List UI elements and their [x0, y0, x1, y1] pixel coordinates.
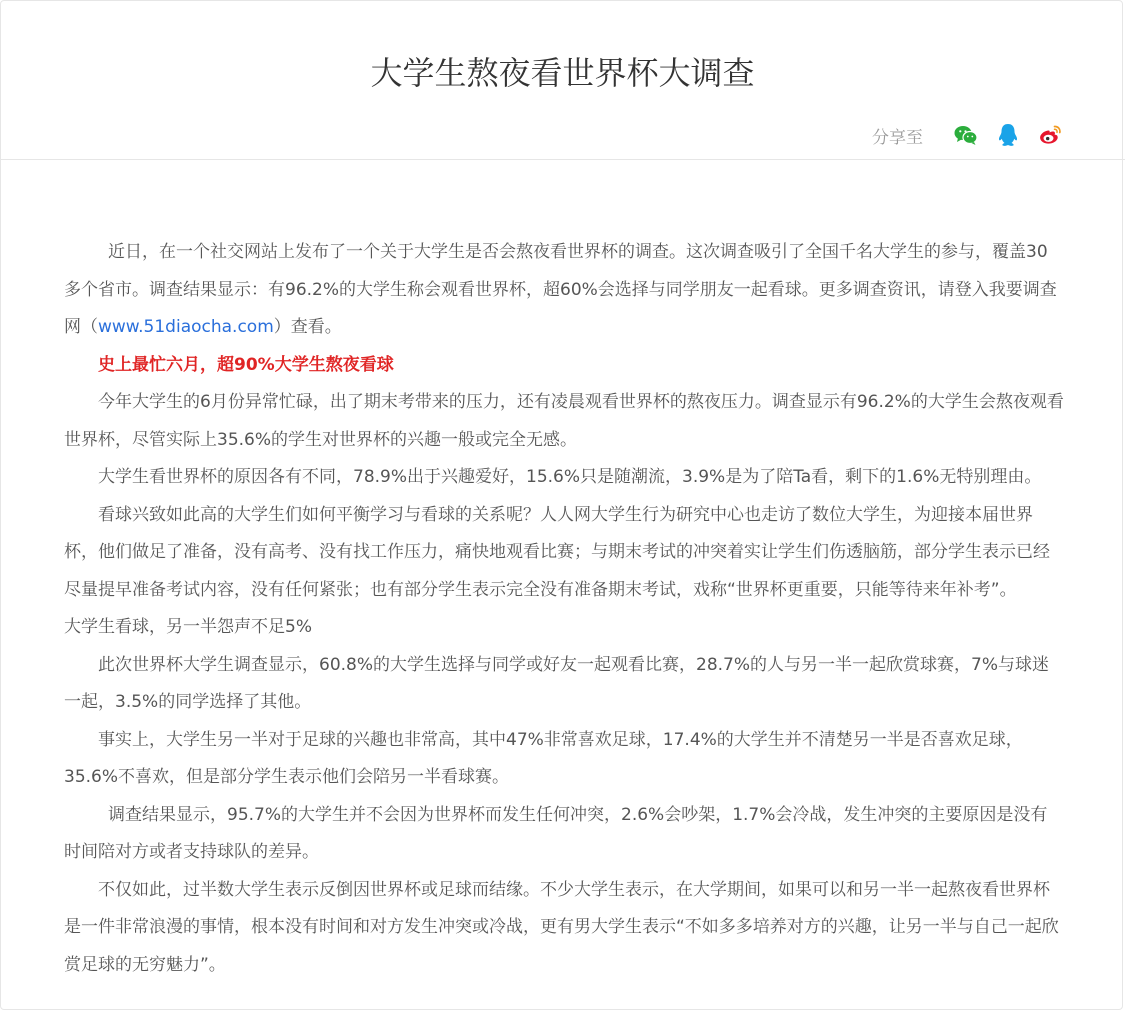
paragraph-text: 近日，在一个社交网站上发布了一个关于大学生是否会熬夜看世界杯的调查。这次调查吸引了全国千名大学生的参与，覆盖30多个省市。调查结果显示：有96.2%的大学生称会观看世界杯，超60%会选择与同学朋友一起看球。更多调查资讯，请登入我要调查网（ [64, 242, 1057, 337]
section-heading: 史上最忙六月，超90%大学生熬夜看球 [98, 354, 394, 375]
section-heading: 大学生看球，另一半怨声不足5% [64, 617, 312, 637]
wechat-icon[interactable] [953, 122, 979, 148]
weibo-icon[interactable] [1037, 122, 1063, 148]
survey-site-link[interactable]: www.51diaocha.com [98, 317, 274, 337]
article-paragraph: 事实上，大学生另一半对于足球的兴趣也非常高，其中47%非常喜欢足球，17.4%的大学生并不清楚另一半是否喜欢足球，35.6%不喜欢，但是部分学生表示他们会陪另一半看球赛。 [64, 729, 1023, 787]
share-label: 分享至 [872, 127, 923, 148]
qq-icon[interactable] [995, 122, 1021, 148]
article-paragraph: 看球兴致如此高的大学生们如何平衡学习与看球的关系呢？人人网大学生行为研究中心也走访了数位大学生，为迎接本届世界杯，他们做足了准备，没有高考、没有找工作压力，痛快地观看比赛；与期末考试的冲突着实让学生们伤透脑筋，部分学生表示已经尽量提早准备考试内容，没有任何紧张；也有部分学生表示完全没有准备期末考试，戏称“世界杯更重要，只能等待来年补考”。 [64, 504, 1050, 600]
article-paragraph: 今年大学生的6月份异常忙碌，出了期末考带来的压力，还有凌晨观看世界杯的熬夜压力。调查显示有96.2%的大学生会熬夜观看世界杯，尽管实际上35.6%的学生对世界杯的兴趣一般或完全无感。 [64, 392, 1064, 450]
share-bar [872, 120, 1063, 150]
page-title: 大学生熬夜看世界杯大调查 [370, 54, 755, 92]
article-paragraph: 不仅如此，过半数大学生表示反倒因世界杯或足球而结缘。不少大学生表示，在大学期间，如果可以和另一半一起熬夜看世界杯是一件非常浪漫的事情，根本没有时间和对方发生冲突或冷战，更有男大学生表示“不如多多培养对方的兴趣，让另一半与自己一起欣赏足球的无穷魅力”。 [64, 879, 1059, 975]
paragraph-text: ）查看。 [273, 317, 342, 337]
article-paragraph: 此次世界杯大学生调查显示，60.8%的大学生选择与同学或好友一起观看比赛，28.7%的人与另一半一起欣赏球赛，7%与球迷一起，3.5%的同学选择了其他。 [64, 654, 1049, 712]
article-paragraph [64, 234, 1064, 347]
article-body [64, 234, 1064, 984]
article-paragraph: 大学生看世界杯的原因各有不同，78.9%出于兴趣爱好，15.6%只是随潮流，3.9%是为了陪Ta看，剩下的1.6%无特别理由。 [98, 467, 1042, 487]
article-paragraph: 调查结果显示，95.7%的大学生并不会因为世界杯而发生任何冲突，2.6%会吵架，1.7%会冷战，发生冲突的主要原因是没有时间陪对方或者支持球队的差异。 [64, 804, 1048, 862]
article-header [0, 0, 1125, 160]
